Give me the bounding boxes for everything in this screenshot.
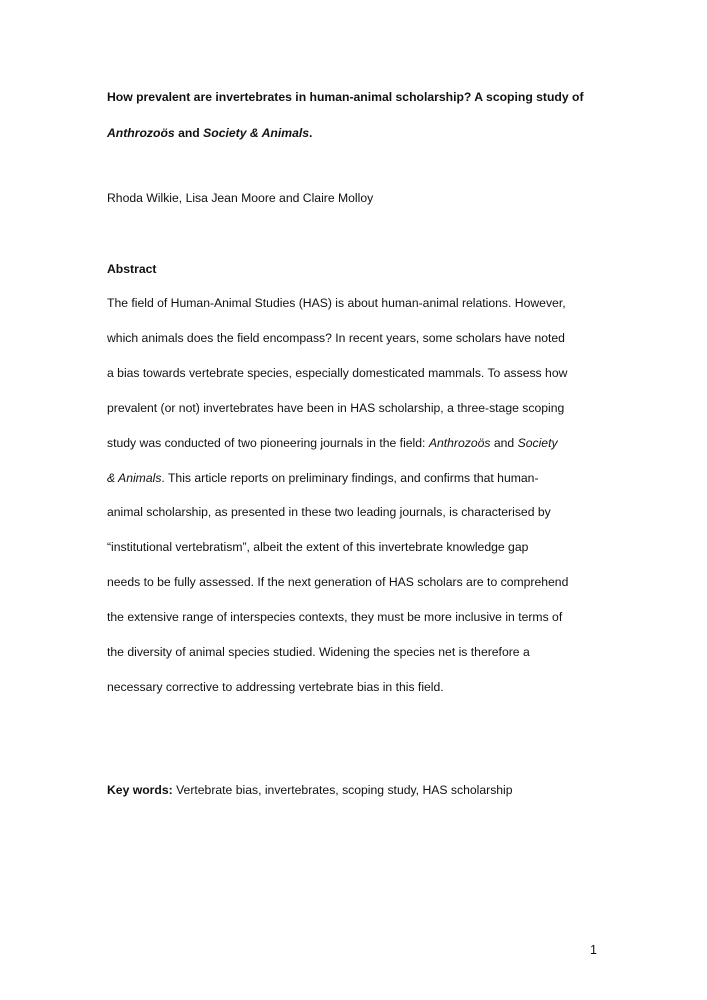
abstract-line: needs to be fully assessed. If the next generation of HAS scholars are to comprehend — [107, 575, 569, 589]
page-number: 1 — [590, 943, 597, 957]
paper-title-line-2 — [107, 126, 312, 140]
paper-title-line-1 — [107, 90, 584, 104]
abstract-line: the extensive range of interspecies contexts, they must be more inclusive in terms of — [107, 610, 563, 624]
abstract-line: “institutional vertebratism”, albeit the extent of this invertebrate knowledge gap — [107, 540, 529, 554]
abstract-line: The field of Human-Animal Studies (HAS) is about human-animal relations. However, — [107, 296, 566, 310]
abstract-line: the diversity of animal species studied. Widening the species net is therefore a — [107, 645, 530, 659]
abstract-line — [107, 471, 539, 485]
title-text: How prevalent are invertebrates in human-animal scholarship? A scoping study of — [107, 90, 584, 104]
abstract-heading: Abstract — [107, 262, 157, 276]
title-period: . — [309, 126, 313, 140]
journal-name-society-animals: Society & Animals — [203, 126, 310, 140]
abstract-line: necessary corrective to addressing vertebrate bias in this field. — [107, 680, 444, 694]
abstract-text: . This article reports on preliminary findings, and confirms that human- — [161, 471, 539, 485]
authors: Rhoda Wilkie, Lisa Jean Moore and Claire Molloy — [107, 191, 374, 205]
abstract-line: a bias towards vertebrate species, especially domesticated mammals. To assess how — [107, 366, 568, 380]
journal-name-animals: & Animals — [107, 471, 162, 485]
keywords-text: Vertebrate bias, invertebrates, scoping study, HAS scholarship — [172, 783, 513, 797]
title-conjunction: and — [174, 126, 204, 140]
abstract-text: study was conducted of two pioneering journals in the field: — [107, 436, 429, 450]
journal-name-anthrozoos: Anthrozoös — [428, 436, 491, 450]
abstract-text: and — [490, 436, 518, 450]
abstract-line: which animals does the field encompass? In recent years, some scholars have noted — [107, 331, 565, 345]
journal-name-anthrozoos: Anthrozoös — [107, 126, 175, 140]
abstract-line: animal scholarship, as presented in these two leading journals, is characterised by — [107, 505, 551, 519]
abstract-line: prevalent (or not) invertebrates have been in HAS scholarship, a three-stage scoping — [107, 401, 565, 415]
keywords — [107, 783, 513, 797]
abstract-line — [107, 436, 558, 450]
journal-name-society: Society — [517, 436, 558, 450]
keywords-label: Key words: — [107, 783, 173, 797]
